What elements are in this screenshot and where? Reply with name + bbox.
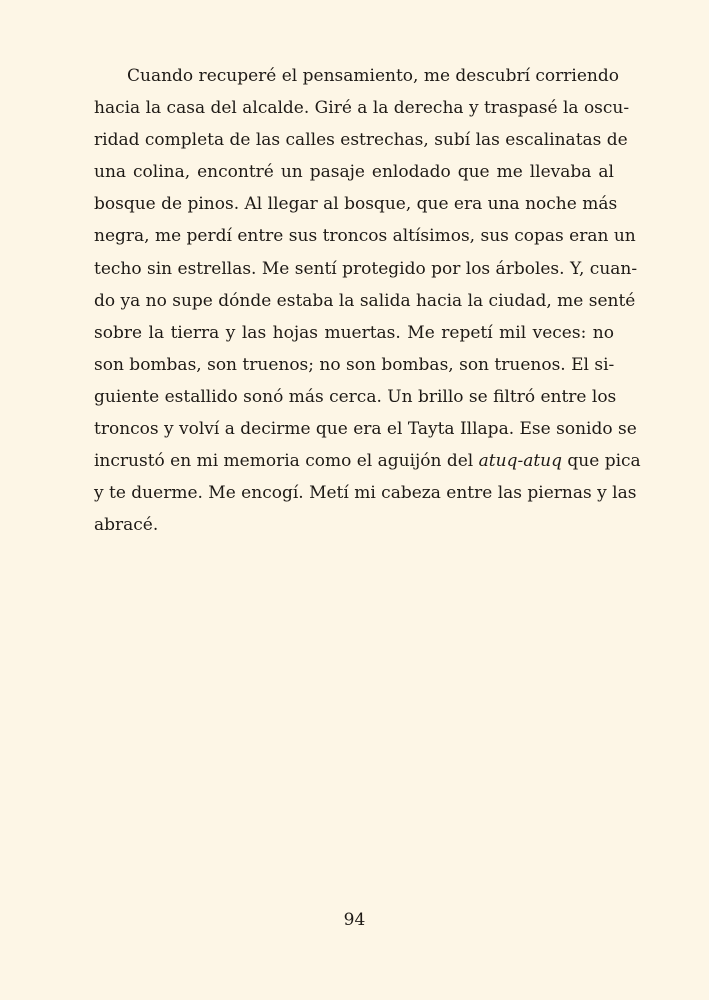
text-line: techo sin estrellas. Me sentí protegido por los árboles. Y, cuan- (94, 258, 638, 279)
text-line: do ya no supe dónde estaba la salida hacia la ciudad, me senté (94, 290, 636, 311)
text-line: ridad completa de las calles estrechas, subí las escalinatas de (94, 130, 628, 151)
text-line: una colina, encontré un pasaje enlodado que me llevaba al (94, 162, 614, 183)
text-line: son bombas, son truenos; no son bombas, son truenos. El si- (94, 354, 615, 375)
text-line: sobre la tierra y las hojas muertas. Me repetí mil veces: no (94, 322, 614, 343)
text-line: guiente estallido sonó más cerca. Un brillo se filtró entre los (94, 386, 617, 407)
text-line: troncos y volví a decirme que era el Tayta Illapa. Ese sonido se (94, 419, 637, 440)
text-fragment: que pica (562, 451, 641, 472)
italic-word: atuq-atuq (478, 451, 562, 472)
text-fragment: incrustó en mi memoria como el aguijón del (94, 451, 479, 472)
text-line: abracé. (94, 515, 159, 536)
text-line: negra, me perdí entre sus troncos altísimos, sus copas eran un (94, 226, 636, 247)
page-number: 94 (343, 910, 366, 930)
text-line: bosque de pinos. Al llegar al bosque, que era una noche más (94, 194, 618, 215)
text-line-with-italic (94, 445, 641, 477)
text-line: y te duerme. Me encogí. Metí mi cabeza entre las piernas y las (94, 483, 637, 504)
text-line: Cuando recuperé el pensamiento, me descubrí corriendo (127, 66, 619, 86)
text-line: hacia la casa del alcalde. Giré a la derecha y traspasé la oscu- (94, 98, 630, 119)
paragraph (94, 60, 641, 541)
